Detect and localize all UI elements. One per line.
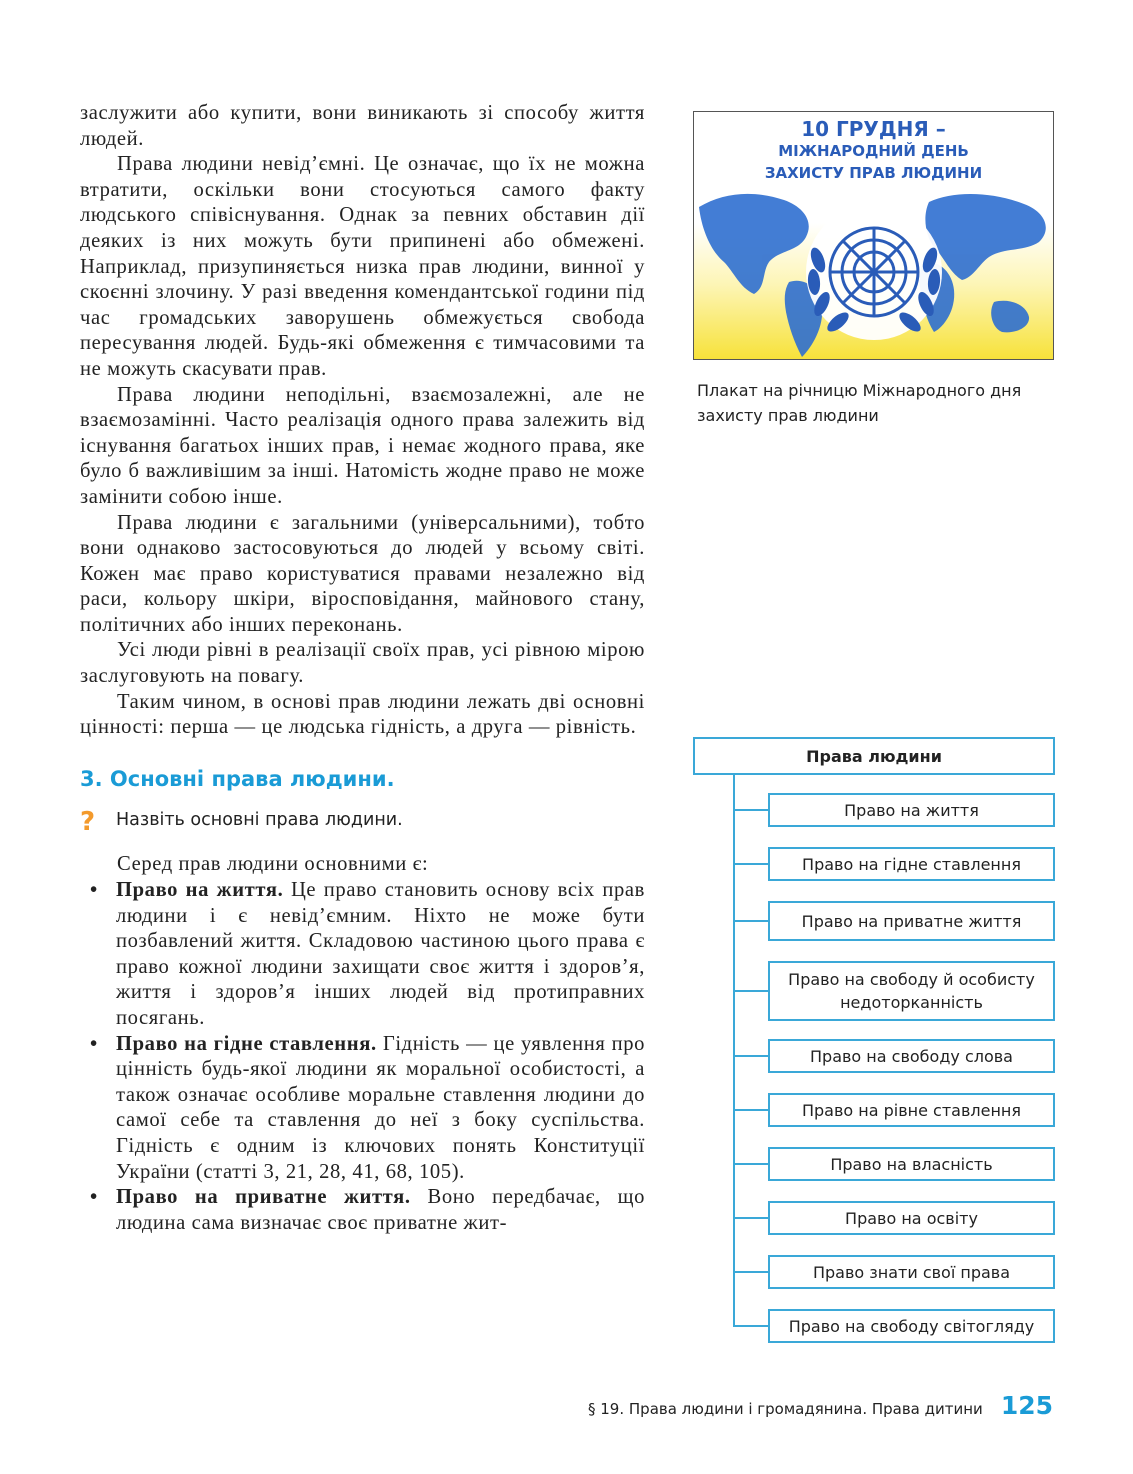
diagram-right-box: Право на життя [768,793,1055,827]
paragraph-continued: заслужити або купити, вони виникають зі способу життя людей. [80,102,645,150]
diagram-right-box: Право на свободу й особисту недоторканність [768,961,1055,1021]
human-rights-diagram [693,737,1055,1347]
diagram-right-box: Право знати свої права [768,1255,1055,1289]
list-item-text: Це право становить основу всіх прав людини і є невід’ємним. Ніхто не може бути позбавлений життя. Складовою частиною цього права є право кожної людини захищати своє життя і здоров’я, життя і здоров’я інших людей від протиправних посягань. [116,879,645,1029]
paragraph-indivisible: Права людини неподільні, взаємозалежні, але не взаємозамінні. Часто реалізація одного права залежить від існування багатьох інших прав, і немає жодного права, яке було б важливішим за інші. Натомість жодне право не може замінити собою інше. [80,383,645,508]
diagram-root-box: Права людини [693,737,1055,775]
footer-running-title: § 19. Права людини і громадянина. Права дитини [588,1400,983,1418]
rights-list [80,878,645,1236]
question-mark-icon: ? [80,807,96,838]
list-item-term: Право на життя. [116,879,284,902]
list-item-text: Гідність — це уявлення про цінність будь-якої людини як моральної особистості, а також означає особливе моральне ставлення людини до самої себе та ставлення до неї з боку суспільства. Гідність є одним із ключових понять Конституції України (статті 3, 21, 28, 41, 68, 105). [116,1032,645,1183]
question-block [80,807,645,838]
paragraph-equal: Усі люди рівні в реалізації своїх прав, усі рівною мірою заслуговують на повагу. [80,639,645,688]
diagram-connector-horizontal [733,920,769,922]
diagram-connector-horizontal [733,809,769,811]
section-heading: 3. Основні права людини. [80,766,395,791]
diagram-connector-horizontal [733,1163,769,1165]
list-item-term: Право на гідне ставлення. [116,1032,377,1055]
list-item-term: Право на приватне життя. [116,1186,411,1209]
poster-title-line2: МІЖНАРОДНИЙ ДЕНЬ [778,142,969,160]
diagram-connector-horizontal [733,990,769,992]
diagram-connector-horizontal [733,1325,769,1327]
diagram-connector-horizontal [733,863,769,865]
paragraph-values: Таким чином, в основі прав людини лежать дві основні цінності: перша — це людська гідність, а друга — рівність. [80,690,645,739]
human-rights-day-poster [693,111,1054,360]
diagram-right-box: Право на рівне ставлення [768,1093,1055,1127]
diagram-connector-vertical [733,775,735,1326]
list-item [80,1185,645,1236]
rights-intro: Серед прав людини основними є: [117,853,429,876]
poster-title [694,118,1053,184]
diagram-right-box: Право на свободу слова [768,1039,1055,1073]
page-footer [588,1391,1053,1420]
diagram-connector-horizontal [733,1217,769,1219]
list-item-text: Воно передбачає, що людина сама визначає своє приватне жит- [116,1186,645,1234]
poster-caption: Плакат на річницю Міжнародного дня захисту прав людини [697,381,1022,425]
diagram-connector-horizontal [733,1271,769,1273]
poster-title-line3: ЗАХИСТУ ПРАВ ЛЮДИНИ [764,164,983,182]
diagram-right-box: Право на освіту [768,1201,1055,1235]
diagram-connector-horizontal [733,1109,769,1111]
diagram-connector-horizontal [733,1055,769,1057]
paragraph-universal: Права людини є загальними (універсальними), тобто вони однаково застосовуються до людей у всьому світі. Кожен має право користуватися правами незалежно від раси, кольору шкіри, віросповідання, майнового стану, політичних або інших переконань. [80,511,645,636]
list-item [80,878,645,1032]
diagram-right-box: Право на гідне ставлення [768,847,1055,881]
paragraph-inalienable: Права людини невід’ємні. Це означає, що їх не можна втратити, оскільки вони стосуються самого факту людського співіснування. Однак за певних обставин дії деяких із них можуть бути припинені або обмежені. Наприклад, призупиняється низка прав людини, винної у скоєнні злочину. У разі введення комендантської години під час громадських заворушень обмежується свобода пересування людей. Будь-які обмеження є тимчасовими та не можуть скасувати прав. [80,153,645,380]
diagram-right-box: Право на свободу світогляду [768,1309,1055,1343]
question-text: Назвіть основні права людини. [116,810,403,831]
list-item [80,1032,645,1186]
main-text-column [80,101,645,1236]
diagram-right-box: Право на приватне життя [768,901,1055,941]
poster-title-date: 10 ГРУДНЯ – [801,117,946,141]
page-number: 125 [1000,1391,1053,1420]
diagram-right-box: Право на власність [768,1147,1055,1181]
